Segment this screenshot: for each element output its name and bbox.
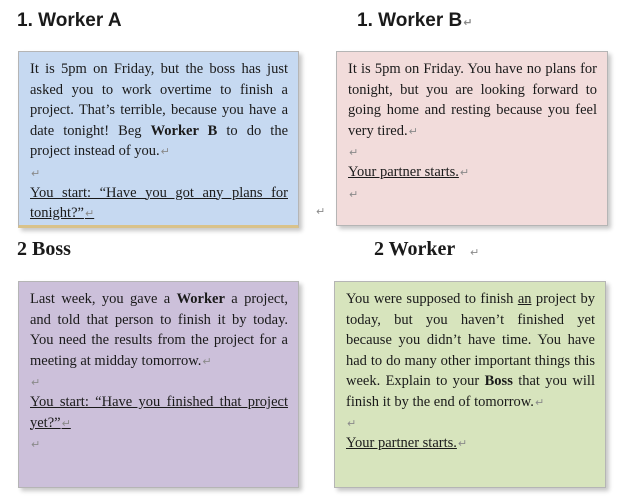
paragraph-mark: ↵: [470, 246, 480, 259]
role-card-worker: [334, 281, 606, 488]
heading-worker-b: 1. Worker B↵: [357, 10, 473, 31]
role-card-worker-a: [18, 51, 299, 228]
card-body: It is 5pm on Friday. You have no plans for tonight, but you are looking forward to going home and resting because you feel very tired.↵: [348, 61, 597, 139]
heading-boss: 2 Boss: [17, 238, 71, 260]
heading-worker-a: 1. Worker A: [17, 10, 122, 31]
card-body: Last week, you gave a Worker a project, and told that person to finish it by today. You need the results from the project for a meeting at midday tomorrow.↵: [30, 291, 288, 369]
card-start-line: You start: “Have you finished that project yet?”↵: [30, 394, 288, 431]
card-start-line: Your partner starts.↵: [346, 435, 468, 451]
card-body: It is 5pm on Friday, but the boss has just asked you to work overtime to finish a project. That’s terrible, because you have a date tonight! Beg Worker B to do the project instead of you.↵: [30, 61, 288, 159]
role-card-boss: [18, 281, 299, 488]
empty-line: ↵: [349, 146, 359, 159]
paragraph-mark: ↵: [316, 205, 326, 218]
empty-line: ↵: [31, 438, 41, 451]
empty-line: ↵: [349, 187, 359, 201]
empty-line: ↵: [31, 166, 41, 180]
card-body: You were supposed to finish an project by today, but you haven’t finished yet because you didn’t have time. You have had to do many other important things this week. Explain to your Boss that you will finish it by the end of tomorrow.↵: [346, 291, 595, 410]
card-start-line: Your partner starts.↵: [348, 164, 470, 180]
empty-line: ↵: [347, 417, 357, 430]
card-start-line: You start: “Have you got any plans for tonight?”↵: [30, 184, 288, 221]
heading-worker: 2 Worker: [374, 238, 456, 260]
role-card-worker-b: [336, 51, 608, 226]
empty-line: ↵: [31, 376, 41, 389]
